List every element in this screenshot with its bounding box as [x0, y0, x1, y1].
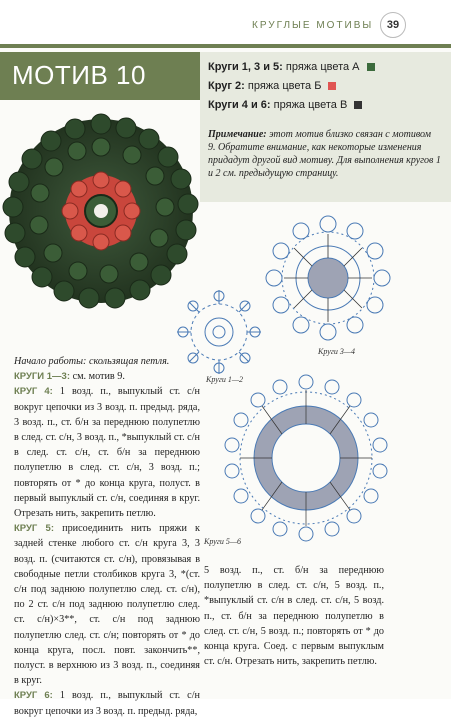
caption-rounds-1-2: Круги 1—2 — [206, 375, 243, 384]
yarn-text: пряжа цвета А — [285, 61, 360, 73]
round-5 — [14, 521, 200, 688]
round-text: 1 возд. п., выпуклый ст. с/н вокруг цепочки из 3 возд. п. предыд. ряда, 3 возд. п., ст. б/н за переднюю полупетлю в след. ст. с/н, 3 возд. п., *выпуклый ст. с/н в след. ст. с/н, ст. б/н за переднюю полупетлю в след. ст. с/н, 3 возд. п.; повторять от * до конца круга, полуст. в первый выпуклый ст. с/н, соединяя в круг. Отрезать нить, закрепить петлю. — [14, 386, 200, 520]
instructions-right-column — [204, 563, 384, 669]
diagram-rounds-5-6 — [222, 374, 390, 542]
note-box — [200, 120, 451, 202]
rounds-1-3 — [14, 369, 200, 384]
round-text: 1 возд. п., выпуклый ст. с/н вокруг цепочки из 3 возд. п. предыд. ряда, — [14, 690, 200, 717]
yarn-label: Круги 1, 3 и 5: — [208, 61, 283, 73]
yarn-text: пряжа цвета Б — [247, 80, 322, 92]
round-label: КРУГ 6: — [14, 690, 53, 702]
caption-rounds-3-4: Круги 3—4 — [318, 347, 355, 356]
page-title: МОТИВ 10 — [12, 60, 146, 90]
yarn-label: Круг 2: — [208, 80, 245, 92]
motif-photo — [2, 112, 200, 310]
title-block — [0, 52, 200, 100]
instructions-left-column — [14, 354, 200, 719]
round-label: КРУГ 4: — [14, 386, 53, 398]
yarn-row-b — [208, 77, 451, 96]
yarn-legend — [200, 52, 451, 120]
header-rule — [0, 44, 451, 48]
yarn-row-a — [208, 58, 451, 77]
color-swatch-icon — [354, 101, 362, 109]
yarn-label: Круги 4 и 6: — [208, 99, 271, 111]
round-label: КРУГ 5: — [14, 523, 54, 535]
round-text: см. мотив 9. — [72, 371, 125, 383]
note-body: этот мотив близко связан с мотивом 9. Обратите внимание, как некоторые изменения придадут другой вид мотиву. Для выполнения кругов 1 и 2 см. предыдущую страницу. — [208, 129, 441, 179]
intro-line: Начало работы: скользящая петля. — [14, 356, 170, 367]
round-label: КРУГИ 1—3: — [14, 371, 71, 383]
round-6-continued: 5 возд. п., ст. б/н за переднюю полупетлю в след. ст. с/н, 5 возд. п., *выпуклый ст. с/н в след. ст. с/н, 5 возд. п., ст. б/н за переднюю полупетлю в след. ст. с/н, 5 возд. п.; повторять от * до конца круга. Соед. с первым выпуклым ст. с/н. Отрезать нить, закрепить петлю. — [204, 565, 384, 668]
round-4 — [14, 384, 200, 521]
note-text — [208, 128, 441, 180]
page-number: 39 — [380, 12, 406, 38]
color-swatch-icon — [367, 63, 375, 71]
round-6 — [14, 688, 200, 718]
round-text: присоединить нить пряжи к задней стенке любого ст. с/н круга 3, 3 возд. п. (считаются ст. с/н), провязывая в свободные петли столбиков круга 3, *(ст. с/н под заднюю полупетлю след. ст. с/н), по 2 ст. с/н под заднюю полупетлю след. ст. с/н)×3**, ст. с/н под заднюю полупетлю след. ст. с/н; повторять от * до конца круга, посл. повт. закончить**, полуст. в верхнюю из 3 возд. п., соединяя в круг. — [14, 523, 200, 687]
yarn-row-c — [208, 96, 451, 115]
color-swatch-icon — [328, 82, 336, 90]
caption-rounds-5-6: Круги 5—6 — [204, 537, 241, 546]
diagram-rounds-3-4 — [264, 214, 392, 342]
yarn-text: пряжа цвета В — [273, 99, 348, 111]
running-title: КРУГЛЫЕ МОТИВЫ — [252, 20, 374, 31]
note-label: Примечание: — [208, 129, 267, 140]
